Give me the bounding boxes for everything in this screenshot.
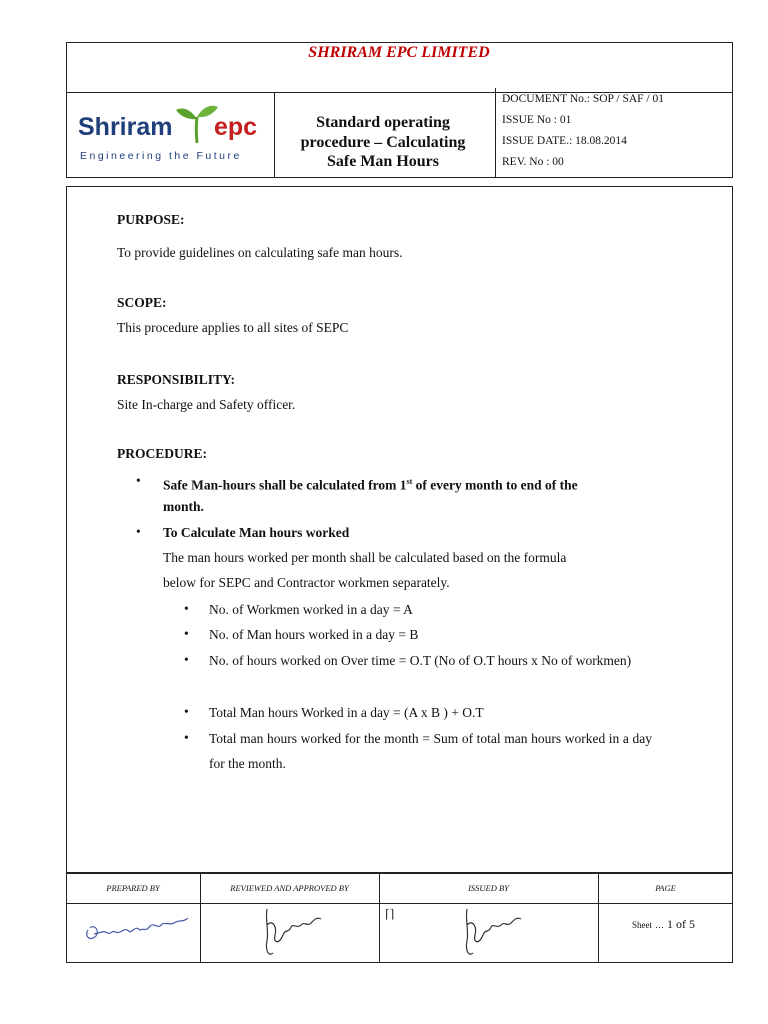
company-logo <box>78 103 268 163</box>
prepared-by-label: PREPARED BY <box>106 883 160 893</box>
sub-bullet-3-marker: • <box>184 652 189 667</box>
sheet-value: 1 of 5 <box>667 917 695 931</box>
formula-item-a: No. of Workmen worked in a day = A <box>209 602 413 617</box>
bullet-2-text-line1: The man hours worked per month shall be calculated based on the formula <box>163 550 567 565</box>
sub-bullet-1-marker: • <box>184 601 189 616</box>
responsibility-heading: RESPONSIBILITY: <box>117 372 236 387</box>
logo-tagline: Engineering the Future <box>80 150 242 162</box>
bullet-2-marker: • <box>136 524 141 539</box>
bullet-2-text-line2: below for SEPC and Contractor workmen separately. <box>163 575 450 590</box>
bullet-1-line2: month. <box>163 499 204 514</box>
sheet-dots: … <box>655 920 664 930</box>
reviewer-signature <box>255 905 335 960</box>
scope-heading: SCOPE: <box>117 295 167 310</box>
reviewed-by-label: REVIEWED AND APPROVED BY <box>230 883 349 893</box>
formula-item-total-month: Total man hours worked for the month = Sum of total man hours worked in a day for the month. <box>209 731 652 771</box>
company-name: SHRIRAM EPC LIMITED <box>308 44 490 61</box>
issue-date: ISSUE DATE.: 18.08.2014 <box>502 135 627 147</box>
stray-mark: ⌈⌉ <box>385 907 395 921</box>
bullet-1-marker: • <box>136 473 141 488</box>
bullet-1-part1: Safe Man-hours shall be calculated from 1 <box>163 477 407 493</box>
procedure-heading: PROCEDURE: <box>117 446 207 461</box>
document-number: DOCUMENT No.: SOP / SAF / 01 <box>502 93 664 105</box>
formula-item-ot: No. of hours worked on Over time = O.T (No of O.T hours x No of workmen) <box>209 653 632 668</box>
title-line-2: procedure – Calculating <box>300 133 466 151</box>
header-col-divider-2 <box>495 88 496 178</box>
sub-bullet-5-marker: • <box>184 730 189 745</box>
title-line-3: Safe Man Hours <box>327 153 439 170</box>
title-line-1: Standard operating <box>316 114 450 131</box>
logo-word-epc: epc <box>214 113 258 141</box>
page-label: PAGE <box>655 883 676 893</box>
footer-header-divider <box>66 903 733 904</box>
header-col-divider-1 <box>274 92 275 178</box>
purpose-text: To provide guidelines on calculating safe man hours. <box>117 245 403 260</box>
issued-by-label: ISSUED BY <box>468 883 509 893</box>
formula-item-b: No. of Man hours worked in a day = B <box>209 627 419 642</box>
bullet-1-sup: st <box>406 477 413 486</box>
document-title <box>280 113 486 172</box>
sheet-label: Sheet <box>632 920 652 930</box>
issue-number: ISSUE No : 01 <box>502 114 572 126</box>
revision-number: REV. No : 00 <box>502 156 564 168</box>
purpose-heading: PURPOSE: <box>117 212 185 227</box>
responsibility-text: Site In-charge and Safety officer. <box>117 397 296 412</box>
bullet-1-part2: of every month to end of the <box>412 477 578 493</box>
sub-bullet-4-marker: • <box>184 704 189 719</box>
sub-bullet-2-marker: • <box>184 626 189 641</box>
scope-text: This procedure applies to all sites of SEPC <box>117 320 349 335</box>
formula-item-total-day: Total Man hours Worked in a day = (A x B ) + O.T <box>209 705 484 720</box>
bullet-2-title: To Calculate Man hours worked <box>163 525 350 540</box>
issuer-signature <box>455 905 535 960</box>
leaf-icon <box>175 103 219 147</box>
logo-word-shriram: Shriram <box>78 113 173 141</box>
sheet-number <box>632 917 695 932</box>
prepared-by-signature <box>80 908 190 948</box>
